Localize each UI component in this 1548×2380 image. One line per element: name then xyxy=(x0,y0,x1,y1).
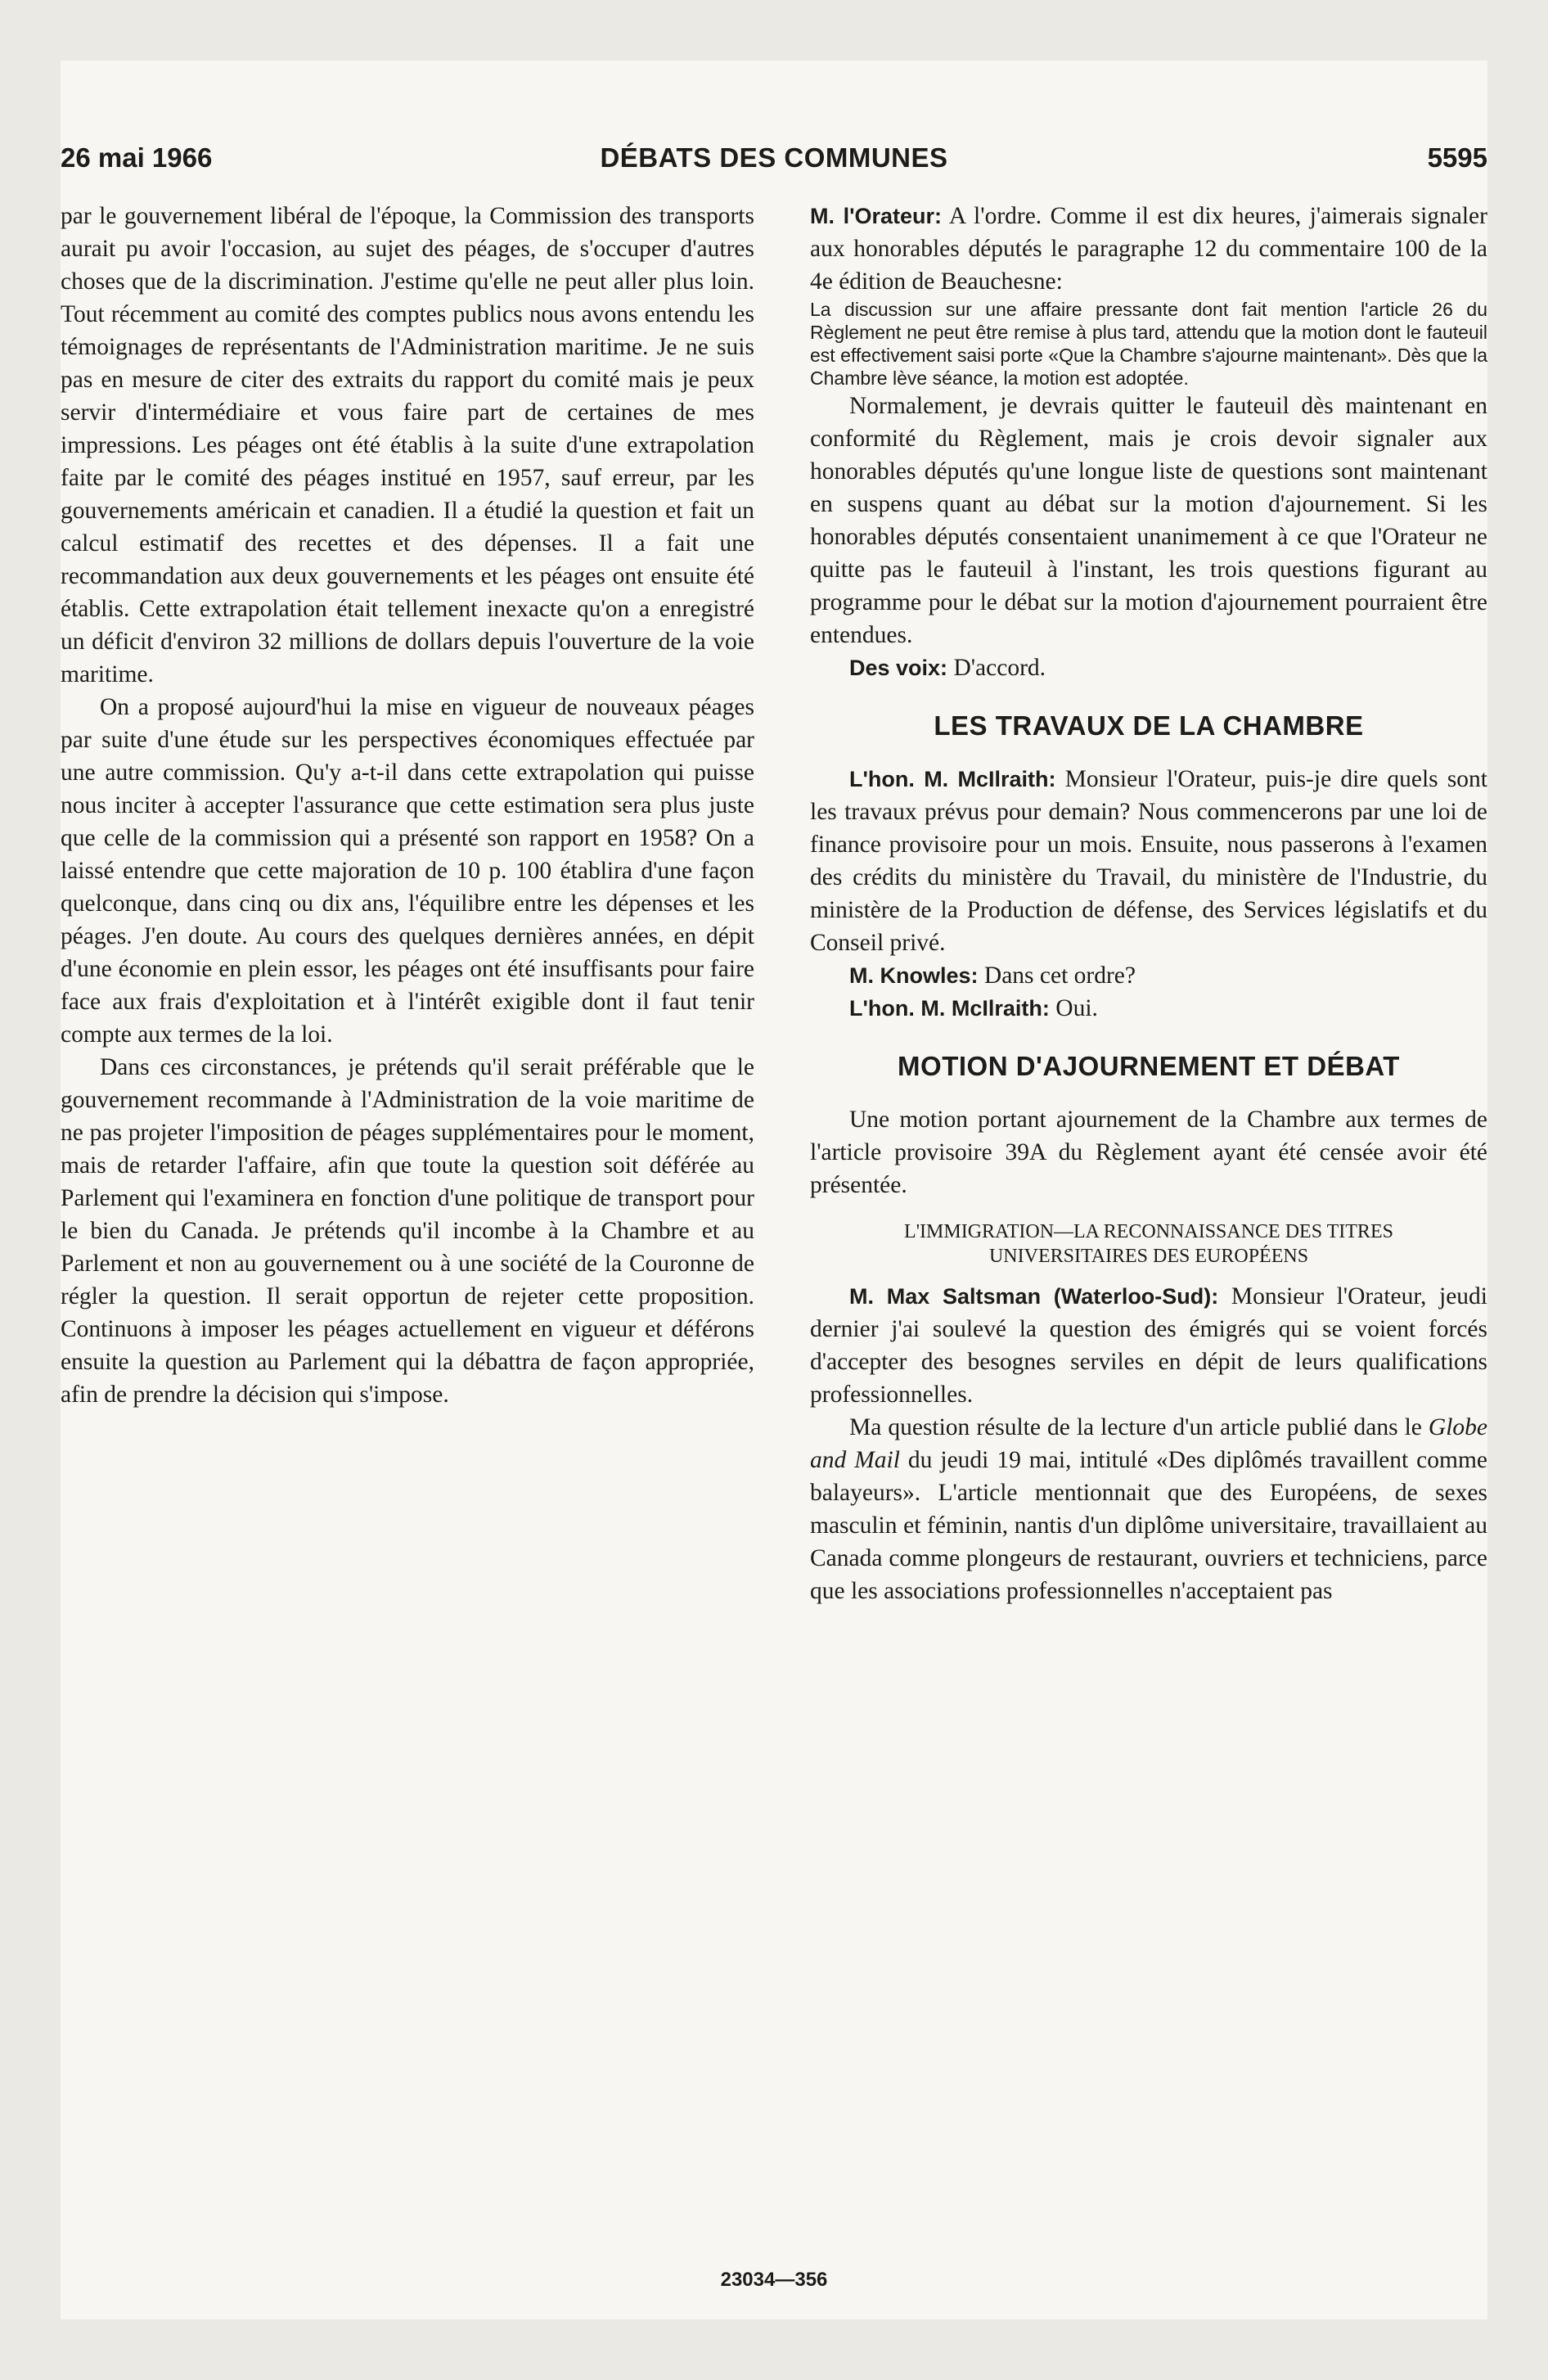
paragraph xyxy=(810,1411,1487,1607)
speech-text: D'accord. xyxy=(947,655,1046,681)
speech-voix xyxy=(810,651,1487,684)
section-heading: LES TRAVAUX DE LA CHAMBRE xyxy=(934,710,1364,741)
speech-saltsman xyxy=(810,1280,1487,1411)
speaker-name: Des voix: xyxy=(849,656,948,680)
speech-text: Dans cet ordre? xyxy=(978,962,1136,989)
paragraph: On a proposé aujourd'hui la mise en vigueur de nouveaux péages par suite d'une étude sur les perspectives économiques effectuée par une autre commission. Qu'y a-t-il dans cette extrapolation qui puisse nous inciter à accepter l'assurance que cette estimation sera plus juste que celle de la commission qui a présenté son rapport en 1958? On a laissé entendre que cette majoration de 10 p. 100 établira d'une façon quelconque, dans cinq ou dix ans, l'équilibre entre les dépenses et les péages. J'en doute. Au cours des quelques dernières années, en dépit d'une économie en plein essor, les péages ont été insuffisants pour faire face aux frais d'exploitation et à l'intérêt exigible dont il faut tenir compte aux termes de la loi. xyxy=(61,694,754,1048)
page xyxy=(61,61,1487,2319)
speaker-name: M. Knowles: xyxy=(849,963,979,988)
paragraph: par le gouvernement libéral de l'époque, la Commission des transports aurait pu avoir l'occasion, au sujet des péages, de s'occuper d'autres choses que de la discrimination. J'estime qu'elle ne peut aller plus loin. Tout récemment au comité des comptes publics nous avons entendu les témoignages de représentants de l'Administration maritime. Je ne suis pas en mesure de citer des extraits du rapport du comité mais je peux servir d'intermédiaire et vous faire part de certaines de mes impressions. Les péages ont été établis à la suite d'une extrapolation faite par le comité des péages institué en 1957, sauf erreur, par les gouvernements américain et canadien. Il a étudié la question et fait un calcul estimatif des recettes et des dépenses. Il a fait une recommandation aux deux gouvernements et les péages ont ensuite été établis. Cette extrapolation était tellement inexacte qu'on a enregistré un déficit d'environ 32 millions de dollars depuis l'ouverture de la voie maritime. xyxy=(61,203,754,687)
footer-code: 23034—356 xyxy=(720,2269,828,2291)
speech-orateur xyxy=(810,200,1487,298)
speaker-name: L'hon. M. McIlraith: xyxy=(849,996,1050,1021)
section-heading: MOTION D'AJOURNEMENT ET DÉBAT xyxy=(898,1051,1400,1081)
speech-text: Oui. xyxy=(1049,995,1098,1021)
header-title: DÉBATS DES COMMUNES xyxy=(600,142,948,173)
paragraph: Une motion portant ajournement de la Chambre aux termes de l'article provisoire 39A du Règlement ayant été censée avoir été présentée. xyxy=(810,1107,1487,1198)
text-run: du jeudi 19 mai, intitulé «Des diplômés travaillent comme balayeurs». L'article mentionnait que des Européens, de sexes masculin et féminin, nantis d'un diplôme universitaire, travaillaient au Canada comme plongeurs de restaurant, ouvriers et techniciens, parce que les associations professionnelles n'acceptaient pas xyxy=(810,1447,1488,1604)
speech-text: Monsieur l'Orateur, puis-je dire quels sont les travaux prévus pour demain? Nous commencerons par une loi de finance provisoire pour un mois. Ensuite, nous passerons à l'examen des crédits du ministère du Travail, du ministère de l'Industrie, du ministère de la Production de défense, des Services législatifs et du Conseil privé. xyxy=(810,766,1487,956)
text-run: Ma question résulte de la lecture d'un article publié dans le xyxy=(849,1414,1429,1440)
speaker-name: M. Max Saltsman (Waterloo-Sud): xyxy=(849,1284,1219,1309)
page-header xyxy=(61,142,1487,183)
speaker-name: M. l'Orateur: xyxy=(810,204,943,228)
speech-mcilraith xyxy=(810,763,1487,959)
left-column xyxy=(61,200,754,1411)
publication-title: Globe and Mail xyxy=(810,1414,1487,1473)
header-page-number: 5595 xyxy=(1427,142,1487,173)
sub-heading: L'IMMIGRATION—LA RECONNAISSANCE DES TITRES UNIVERSITAIRES DES EUROPÉENS xyxy=(904,1221,1393,1267)
header-date: 26 mai 1966 xyxy=(61,142,213,173)
speech-mcilraith-2 xyxy=(810,992,1487,1025)
speech-text: A l'ordre. Comme il est dix heures, j'aimerais signaler aux honorables députés le paragraphe 12 du commentaire 100 de la 4e édition de Beauchesne: xyxy=(810,203,1487,295)
speech-text: Monsieur l'Orateur, jeudi dernier j'ai soulevé la question des émigrés qui se voient forcés d'accepter des besognes serviles en dépit de leurs qualifications professionnelles. xyxy=(810,1283,1487,1408)
quoted-rule: La discussion sur une affaire pressante dont fait mention l'article 26 du Règlement ne peut être remise à plus tard, attendu que la motion dont le fauteuil est effectivement saisi porte «Que la Chambre s'ajourne maintenant». Dès que la Chambre lève séance, la motion est adoptée. xyxy=(810,299,1487,389)
paragraph: Normalement, je devrais quitter le fauteuil dès maintenant en conformité du Règlement, mais je crois devoir signaler aux honorables députés qu'une longue liste de questions sont maintenant en suspens quant au débat sur la motion d'ajournement. Si les honorables députés consentaient unanimement à ce que l'Orateur ne quitte pas le fauteuil à l'instant, les trois questions figurant au programme pour le débat sur la motion d'ajournement pourraient être entendues. xyxy=(810,393,1487,648)
speaker-name: L'hon. M. McIlraith: xyxy=(849,767,1056,791)
paragraph: Dans ces circonstances, je prétends qu'il serait préférable que le gouvernement recommande à l'Administration de la voie maritime de ne pas projeter l'imposition de péages supplémentaires pour le moment, mais de retarder l'affaire, afin que toute la question soit déférée au Parlement qui l'examinera en fonction d'une politique de transport pour le bien du Canada. Je prétends qu'il incombe à la Chambre et au Parlement et non au gouvernement ou à une société de la Couronne de régler la question. Il serait opportun de rejeter cette proposition. Continuons à imposer les péages actuellement en vigueur et déférons ensuite la question au Parlement qui la débattra de façon appropriée, afin de prendre la décision qui s'impose. xyxy=(61,1054,754,1408)
speech-knowles xyxy=(810,959,1487,992)
right-column xyxy=(810,200,1487,1607)
